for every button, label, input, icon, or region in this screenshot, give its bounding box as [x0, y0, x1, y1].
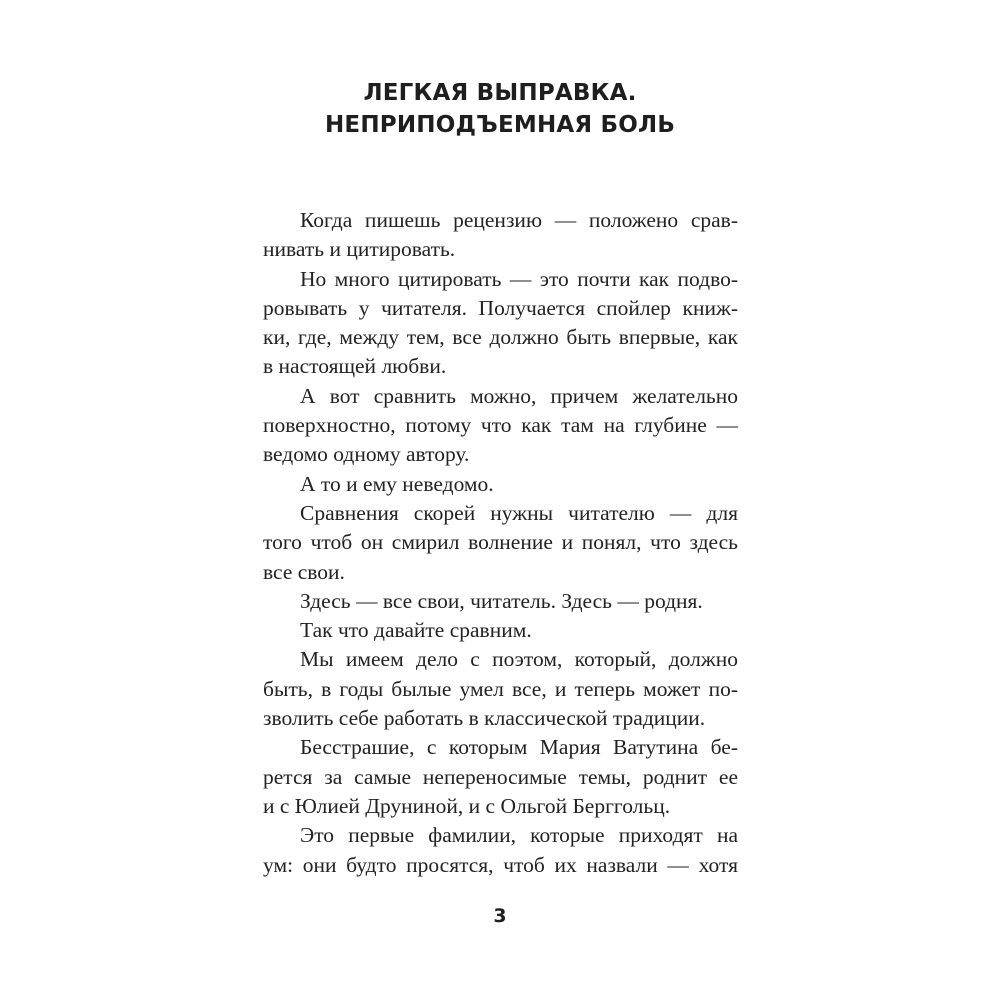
text-line: Когда пишешь рецензию — положено срав-: [300, 208, 738, 232]
paragraph: [263, 821, 738, 880]
text-line: нивать и цитировать.: [263, 237, 456, 262]
paragraph: [263, 265, 738, 382]
text-line: Здесь — все свои, читатель. Здесь — родня.: [300, 588, 703, 613]
page-number: 3: [493, 905, 507, 927]
paragraph: [263, 733, 738, 821]
text-line: Мы имеем дело с поэтом, который, должно: [300, 647, 738, 672]
text-line: и с Юлией Друниной, и с Ольгой Берггольц.: [263, 793, 671, 818]
paragraph: [263, 616, 738, 645]
text-line: все свои.: [263, 559, 345, 584]
text-line: ум: они будто просятся, чтоб их назвали — хотя: [263, 852, 738, 877]
text-line: А вот сравнить можно, причем желательно: [300, 383, 738, 408]
text-line: поверхностно, потому что как там на глубине —: [263, 413, 738, 438]
paragraph: [263, 470, 738, 499]
text-line: зволить себе работать в классической традиции.: [263, 706, 706, 731]
text-line: рется за самые непереносимые темы, роднит ее: [263, 764, 738, 789]
paragraph: [263, 587, 738, 616]
chapter-title-line-2: НЕПРИПОДЪЕМНАЯ БОЛЬ: [324, 112, 676, 138]
text-line: ведомо одному автору.: [263, 442, 470, 467]
text-line: Но много цитировать — это почти как подво-: [300, 266, 738, 291]
text-line: Это первые фамилии, которые приходят на: [300, 823, 738, 848]
text-line: в настоящей любви.: [263, 354, 447, 379]
text-line: А то и ему неведомо.: [300, 471, 494, 496]
text-line: быть, в годы былые умел все, и теперь может по-: [263, 676, 738, 701]
text-line: того чтоб он смирил волнение и понял, что здесь: [263, 530, 738, 555]
body-text: [263, 206, 738, 880]
paragraph: [263, 206, 738, 265]
paragraph: [263, 645, 738, 733]
paragraph: [263, 499, 738, 587]
text-line: Сравнения скорей нужны читателю — для: [300, 500, 738, 525]
text-line: ки, где, между тем, все должно быть впервые, как: [263, 325, 738, 350]
paragraph: [263, 382, 738, 470]
text-line: Бесстрашие, с которым Мария Ватутина бе-: [300, 735, 738, 760]
text-line: ровывать у читателя. Получается спойлер книж-: [263, 295, 738, 320]
text-line: Так что давайте сравним.: [300, 618, 532, 643]
chapter-title-line-1: ЛЕГКАЯ ВЫПРАВКА.: [363, 80, 637, 106]
